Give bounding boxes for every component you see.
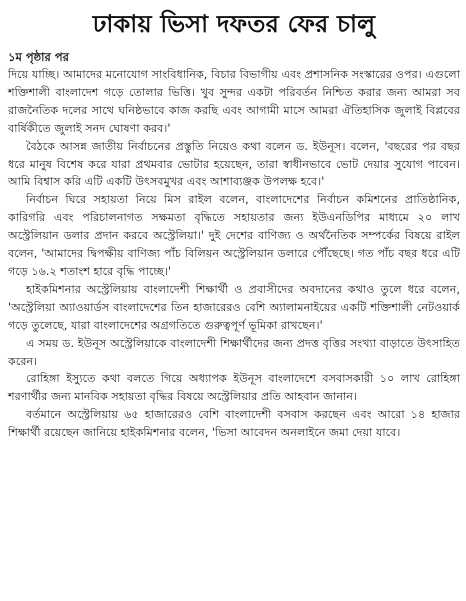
article-paragraph: বর্তমানে অস্ট্রেলিয়ায় ৬৫ হাজারেরও বেশি বাংলাদেশী বসবাস করছেন এবং আরো ১৪ হাজার শিক্ষার্থী রয়েছেন জানিয়ে হাইকমিশনার বলেন, 'ভিসা আবেদন অনলাইনে জমা দেয়া যাবে। xyxy=(8,408,460,440)
article-paragraph: রোহিঙ্গা ইস্যুতে কথা বলতে গিয়ে অধ্যাপক ইউনূস বাংলাদেশে বসবাসকারী ১০ লাখ রোহিঙ্গা শরণার্থীর জন্য মানবিক সহায়তা বৃদ্ধির বিষয়ে অস্ট্রেলিয়ার প্রতি আহবান জানান। xyxy=(8,372,460,404)
continued-from-label: ১ম পৃষ্ঠার পর xyxy=(8,50,69,64)
article-paragraph: নির্বাচন ঘিরে সহায়তা নিয়ে মিস রাইল বলেন, বাংলাদেশের নির্বাচন কমিশনের প্রাতিষ্ঠানিক, কারিগরি এবং পরিচালনাগত সক্ষমতা বৃদ্ধিতে সহায়তার জন্য ইউএনডিপির মাধ্যমে ২০ লাখ অস্ট্রেলিয়ান ডলার প্রদান করবে অস্ট্রেলিয়া।' দুই দেশের বাণিজ্য ও অর্থনৈতিক সম্পর্কের বিষয়ে রাইল বলেন, 'আমাদের দ্বিপক্ষীয় বাণিজ্য পাঁচ বিলিয়ন অস্ট্রেলিয়ান ডলারে পৌঁছেছে। গত পাঁচ বছর ধরে এটি গড়ে ১৬.২ শতাংশ হারে বৃদ্ধি পাচ্ছে।' xyxy=(8,193,460,278)
article-paragraph: দিয়ে যাচ্ছি। আমাদের মনোযোগ সাংবিধানিক, বিচার বিভাগীয় এবং প্রশাসনিক সংস্কারের ওপর। এগুলো শক্তিশালী বাংলাদেশ গড়ে তোলার ভিত্তি। খুব সুন্দর একটা পরিবর্তন নিশ্চিত করার জন্য আমরা সব রাজনৈতিক দলের সাথে ঘনিষ্ঠভাবে কাজ করছি এবং আগামী মাসে আমরা ঐতিহাসিক জুলাই বিপ্লবের বার্ষিকীতে জুলাই সনদ ঘোষণা করব।' xyxy=(8,68,460,135)
article-paragraph: বৈঠকে আসন্ন জাতীয় নির্বাচনের প্রস্তুতি নিয়েও কথা বলেন ড. ইউনূস। বলেন, 'বছরের পর বছর ধরে মানুষ বিশেষ করে যারা প্রথমবার ভোটার হয়েছেন, তারা স্বাধীনভাবে ভোট দেয়ার সুযোগ পাবেন। আমি বিশ্বাস করি এটি একটি উৎসবমুখর এবং আশাব্যঞ্জক উপলক্ষ হবে।' xyxy=(8,139,460,189)
article-paragraph: এ সময় ড. ইউনূস অস্ট্রেলিয়াকে বাংলাদেশী শিক্ষার্থীদের জন্য প্রদত্ত বৃত্তির সংখ্যা বাড়াতে উৎসাহিত করেন। xyxy=(8,336,460,368)
headline: ঢাকায় ভিসা দফতর ফের চালু xyxy=(92,10,376,38)
article-paragraph: হাইকমিশনার অস্ট্রেলিয়ায় বাংলাদেশী শিক্ষার্থী ও প্রবাসীদের অবদানের কথাও তুলে ধরে বলেন, 'অস্ট্রেলিয়া অ্যাওয়ার্ডস বাংলাদেশের তিন হাজারেরও বেশি অ্যালামনাইয়ের একটি শক্তিশালী নেটওয়ার্ক গড়ে তুলেছে, যারা বাংলাদেশের অগ্রগতিতে গুরুত্বপূর্ণ ভূমিকা রাখছেন।' xyxy=(8,282,460,332)
article-body xyxy=(8,66,460,442)
